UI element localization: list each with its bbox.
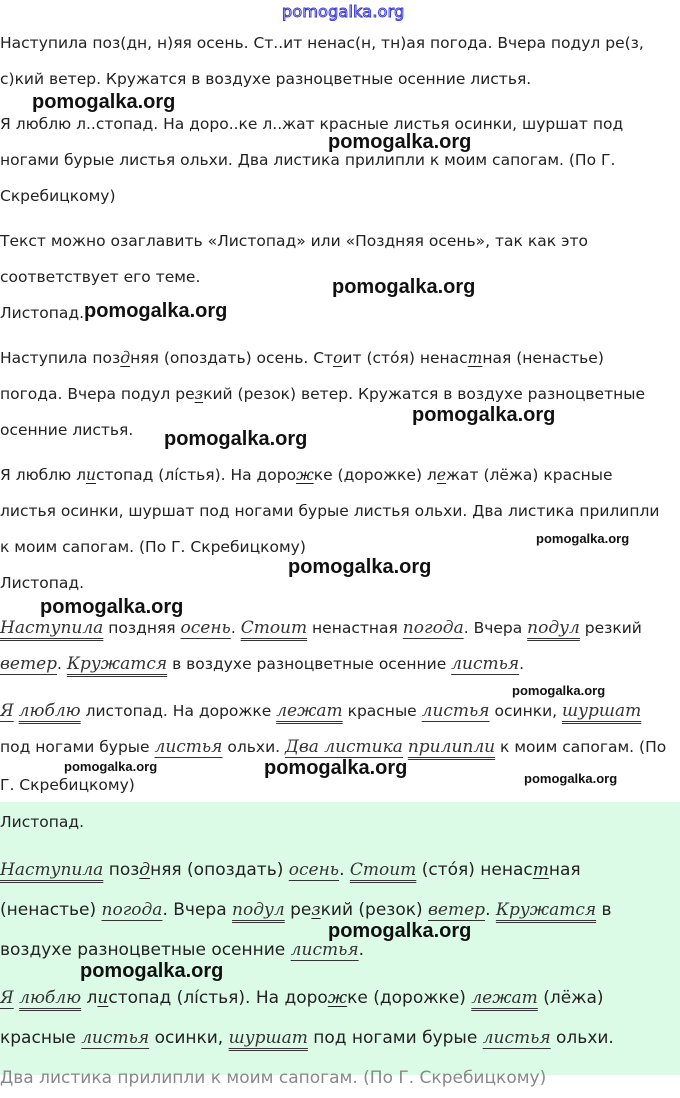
orthogram-line-2: погода. Вчера подул резкий (резок) ветер. Кружатся в воздухе разноцветные xyxy=(0,385,646,403)
watermark: pomogalka.org xyxy=(536,531,630,546)
title-reason-line-2: соответствует его теме. xyxy=(0,268,201,286)
watermark: pomogalka.org xyxy=(332,276,476,298)
watermark: pomogalka.org xyxy=(328,131,472,153)
watermark: pomogalka.org xyxy=(512,683,606,698)
combined-title: Листопад. xyxy=(0,813,85,831)
watermark: pomogalka.org xyxy=(524,771,618,786)
orthogram-line-5: листья осинки, шуршат под ногами бурые листья ольхи. Два листика прилипли xyxy=(0,502,660,520)
parsed-line-4: под ногами бурые листья ольхи. Два листика прилипли к моим сапогам. (По xyxy=(0,737,667,757)
combined-line-1: Наступила поздняя (опоздать) осень. Стоит (стóя) ненастная xyxy=(0,860,581,880)
combined-line-5: красные листья осинки, шуршат под ногами бурые листья ольхи. xyxy=(0,1028,614,1048)
text-title: Листопад. xyxy=(0,304,85,322)
orthogram-line-4: Я люблю листопад (лíстья). На дорожке (дорожке) лежат (лёжа) красные xyxy=(0,466,613,484)
parsed-line-2: ветер. Кружатся в воздухе разноцветные осенние листья. xyxy=(0,654,525,674)
orthogram-line-3: осенние листья. xyxy=(0,421,134,439)
watermark: pomogalka.org xyxy=(412,404,556,426)
combined-line-2: (ненастье) погода. Вчера подул резкий (резок) ветер. Кружатся в xyxy=(0,900,612,920)
task-line-5: Скребицкому) xyxy=(0,187,116,205)
watermark: pomogalka.org xyxy=(328,920,472,942)
title-reason-line-1: Текст можно озаглавить «Листопад» или «Поздняя осень», так как это xyxy=(0,232,589,250)
watermark: pomogalka.org xyxy=(40,596,184,618)
orthogram-line-6: к моим сапогам. (По Г. Скребицкому) xyxy=(0,538,306,556)
parsed-line-3: Я люблю листопад. На дорожке лежат красные листья осинки, шуршат xyxy=(0,701,642,721)
orthogram-line-1: Наступила поздняя (опоздать) осень. Стоит (стóя) ненастная (ненастье) xyxy=(0,349,604,367)
watermark: pomogalka.org xyxy=(64,759,158,774)
task-line-1: Наступила поз(дн, н)яя осень. Ст..ит ненас(н, тн)ая погода. Вчера подул ре(з, xyxy=(0,34,644,52)
combined-line-3: воздухе разноцветные осенние листья. xyxy=(0,940,365,960)
task-line-4: ногами бурые листья ольхи. Два листика прилипли к моим сапогам. (По Г. xyxy=(0,151,616,169)
watermark: pomogalka.org xyxy=(32,91,176,113)
watermark: pomogalka.org xyxy=(164,428,308,450)
site-logo[interactable]: pomogalka.org xyxy=(282,2,405,21)
watermark: pomogalka.org xyxy=(264,757,408,779)
parsed-line-1: Наступила поздняя осень. Стоит ненастная погода. Вчера подул резкий xyxy=(0,618,642,638)
combined-line-4: Я люблю листопад (лíстья). На дорожке (дорожке) лежат (лёжа) xyxy=(0,988,604,1008)
watermark: pomogalka.org xyxy=(288,556,432,578)
watermark: pomogalka.org xyxy=(80,960,224,982)
task-line-2: с)кий ветер. Кружатся в воздухе разноцветные осенние листья. xyxy=(0,70,532,88)
task-line-3: Я люблю л..стопад. На доро..ке л..жат красные листья осинки, шуршат под xyxy=(0,115,624,133)
watermark: pomogalka.org xyxy=(84,300,228,322)
parsed-title: Листопад. xyxy=(0,574,85,592)
parsed-line-5: Г. Скребицкому) xyxy=(0,776,135,794)
combined-line-6: Два листика прилипли к моим сапогам. (По Г. Скребицкому) xyxy=(0,1068,547,1088)
